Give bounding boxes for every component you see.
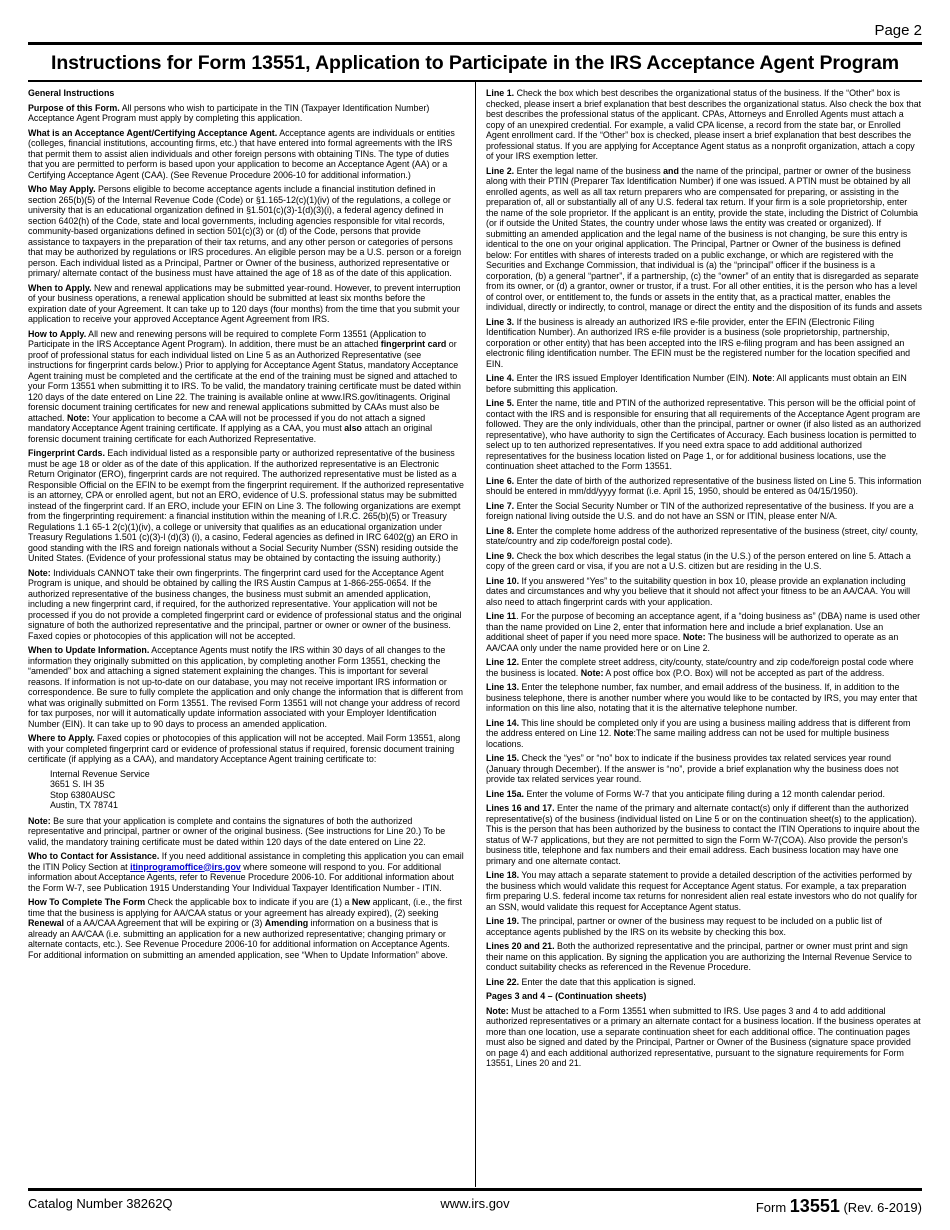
left-column bbox=[28, 88, 464, 964]
line-10-paragraph: Line 10. If you answered “Yes” to the suitability question in box 10, please provide an explanation including dates and circumstances and why you believe that it should not affect your fitness to be an AA/CAA. You will also need to attach fingerprint cards with your application. bbox=[486, 575, 911, 607]
top-rule bbox=[28, 42, 922, 45]
line-18-paragraph: Line 18. You may attach a separate statement to provide a detailed description of the activities performed by the business which would validate this request for Acceptance Agent status. For example, a tax preparation firm preparing U.S. federal income tax returns for nonresident alien real estate investors who do not qualify for an SSN, would validate this request for Acceptance Agent status. bbox=[486, 870, 918, 912]
line-11-paragraph: Line 11. For the purpose of becoming an acceptance agent, if a “doing business as” (DBA) name is used other than the name provided on Line 2, enter that information here and include a brief explanation. Use an additional sheet of paper if you need more space. Note: The business will be authorized to operate as an AA/CAA only under the name provided here or on Line 2. bbox=[486, 611, 921, 653]
line-13-paragraph: Line 13. Enter the telephone number, fax number, and email address of the business. If, in addition to the business telephone, there is another number where you would like to be contacted by IRS, you may enter that information on this line also, notating that it is the alternative telephone number. bbox=[486, 682, 918, 713]
general-instructions-heading: General Instructions bbox=[28, 88, 115, 98]
line-22-paragraph: Line 22. Enter the date that this application is signed. bbox=[486, 976, 696, 987]
bottom-rule bbox=[28, 1188, 922, 1191]
line-1-paragraph: Line 1. Check the box which best describes the organizational status of the business. If the “Other” box is checked, please insert a brief explanation that best describes the organizational status. Also check the box that best describes the professional status of the applicant. CPAs, Attorneys and Enrolled Agents must attach a copy of an unexpired credential. For example, a valid CPA license, a record from the state bar, or Enrolled Agent enrollment card. If the “Other” box is checked, please insert a brief explanation that best describes the professional status. If you are applying for Acceptance Agent status as a nonprofit organization, attach a copy of your IRS exemption letter. bbox=[486, 88, 922, 161]
line-2-paragraph: Line 2. Enter the legal name of the business and the name of the principal, partner or owner of the business along with their PTIN (Preparer Tax Identification Number) if one was issued. A PTIN must be obtained by all enrolled agents, as well as all tax return preparers who are compensated for preparing, or assisting in the preparation of, all or substantially all of any U.S. federal tax return. If your firm is a sole proprietorship, enter the name of the sole proprietor. If the applicant is an entity, provide the state, including the District of Columbia (or if outside the United States, the country under whose laws the entity was created or organized). If submitting an amended application and the legal name of the business is not changing, be sure this entry is identical to the one on your original application. The Principal, Partner or Owner of the business is defined below: For entitles with shares of interests traded on a public exchange, or which are registered with the Securities and Exchange Commission, that individual is (a) the “principal” officer if the business is a corporation, (b) a general “partner”, if a partnership, (c) the “owner” of an entity that is disregarded as separate from its owner, or (d) a grantor, owner or trustor, if a trust. For all other entities, it is the person who has a level of control over, or entitlement to, the funds or assets in the entity that, as a practical matter, enables the individual, directly or indirectly, to control, manage or direct the entity and the disposition of its funds and assets bbox=[486, 165, 922, 312]
website: www.irs.gov bbox=[440, 1196, 510, 1211]
line-7-paragraph: Line 7. Enter the Social Security Number or TIN of the authorized representative of the business. If you are a foreign national living outside the U.S. and do not have an SSN or ITIN, please enter N/A. bbox=[486, 500, 914, 521]
when-to-apply-paragraph: When to Apply. New and renewal applications may be submitted year-round. However, to prevent interruption of your business operations, a renewal application should be submitted at least six months before the expiration date of your Agreement. It can take up to 120 days (four months) from the time that you submit your application to receive your approved Acceptance Agent Agreement from IRS. bbox=[28, 282, 461, 324]
where-to-apply-paragraph: Where to Apply. Faxed copies or photocopies of this application will not be accepted. Mail Form 13551, along with your completed fingerprint card or evidence of professional status if required, forensic document training certificate (if applying as a CAA), and mandatory Acceptance Agent training certificate to: bbox=[28, 733, 461, 764]
line-9-paragraph: Line 9. Check the box which describes the legal status (in the U.S.) of the person entered on line 5. Attach a copy of the green card or visa, if you are not a U.S. citizen but are residing in the U.S. bbox=[486, 550, 911, 571]
address-line: Austin, TX 78741 bbox=[50, 800, 118, 810]
update-information-paragraph: When to Update Information. Acceptance Agents must notify the IRS within 30 days of all changes to the information they originally submitted on this application, by completing another Form 13551, checking the “amended” box and attaching a signed statement explaining the changes. This is important for several reasons. If information is not up-to-date on our database, you may not receive important IRS information or correspondence. Be sure to fully complete the application and only change the information that is different from what was originally submitted on Form 13551. The revised Form 13551 will not change your address of record for tax purposes, nor will it automatically update information associated with your Employer Identification Number (EIN). It can take up to 90 days to process an amended application. bbox=[28, 645, 463, 729]
column-divider bbox=[475, 82, 476, 1187]
how-to-apply-paragraph: How to Apply. All new and renewing persons will be required to complete Form 13551 (Application to Participate in the IRS Acceptance Agent Program). In addition, there must be an attached fingerprint card or proof of professional status for each individual listed on Line 5 as an Authorized Representative (see instructions for fingerprint cards below.) Prior to applying for Acceptance Agent Status, mandatory Acceptance Agent training must be completed and the certificate at the end of the training must be signed and attached to your Form 13551 when submitting it to IRS. To be valid, the mandatory training certificate must be dated within 120 days of the date entered on Line 22. The training is available online at www.IRS.gov/itinagents. Original forensic document training certificates for new and renewal applications submitted by CAAs must also be attached. Note: Your application to become a CAA will not be processed if you do not attach a signed mandatory Acceptance Agent training certificate. If applying as a CAA, you must also attach an original forensic document training certificate for each Authorized Representative. bbox=[28, 328, 461, 444]
fingerprint-cards-paragraph: Fingerprint Cards. Each individual listed as a responsible party or authorized representative of the business must be age 18 or older as of the date of this application. If the authorized representative is an Electronic Return Originator (ERO), fingerprint cards are not required. The authorized representative must be listed as a Responsible Official on the EFIN to be exempt from the fingerprint requirement. If the authorized representative is an attorney, CPA or enrolled agent, but not an ERO, evidence of U.S. professional status may be submitted instead of the fingerprint card. If an ERO, include your EFIN on Line 3. The following organizations are exempt from the fingerprinting requirement: a financial institution within the meaning of I.R.C. 265(b)(5) or Treasury Regulations 1.1 65-1 2(c)(1)(iv), a college or university that qualifies as an educational organization under Treasury Regulations 1.501 (c)(3)-l (d)(3) (i), a casino, Federal agencies as defined in IRC 6402(g) an ERO in good standing with the IRS and foreign nationals without a Social Security Number (SSN) residing outside the United States. (Evidence of your professional status may be obtained by contacting the issuing authority.) bbox=[28, 448, 464, 563]
line-15a-paragraph: Line 15a. Enter the volume of Forms W-7 that you anticipate filing during a 12 month calendar period. bbox=[486, 788, 885, 799]
lines-16-17-paragraph: Lines 16 and 17. Enter the name of the primary and alternate contact(s) only if different than the authorized representative(s) of the business (individual listed on Line 5 or on the continuation sheet(s) to the application). This is the person that has been authorized by the business to contact the ITIN Operations to inquire about the status of W-7 applications, but they are not permitted to sign the Form W-7(COA). Also provide the person’s business title, telephone and fax numbers and their email address. Each business location may have one primary and one alternate contact. bbox=[486, 803, 920, 866]
what-is-agent-paragraph: What is an Acceptance Agent/Certifying Acceptance Agent. Acceptance agents are individuals or entities (colleges, financial institutions, accounting firms, etc.) that have entered into formal agreements with the IRS that permit them to assist alien individuals and other foreign persons with obtaining TINs. The type of duties that you are permitted to perform is based upon your application to become an Acceptance Agent (AA) or a Certifying Acceptance Agent (CAA). (See Revenue Procedure 2006-10 for additional information.) bbox=[28, 127, 455, 180]
line-5-paragraph: Line 5. Enter the name, title and PTIN of the authorized representative. This person will be the official point of contact with the IRS and is responsible for ensuring that all requirements of the Acceptance Agent program are followed. They are the only individuals, other than the principal, partner or owner (if also listed as an authorized representative), who have authority to sign the Certificates of Accuracy. Each business location is permitted to select up to ten authorized representatives. If you need extra space to add additional authorized representatives for the business location listed on Page 1, or for additional business locations, use the continuation sheet attached to the Form 13551. bbox=[486, 398, 921, 471]
line-19-paragraph: Line 19. The principal, partner or owner of the business may request to be included on a public list of acceptance agents published by the IRS on its website by checking this box. bbox=[486, 916, 882, 937]
purpose-paragraph: Purpose of this Form. All persons who wish to participate in the TIN (Taxpayer Identification Number) Acceptance Agent Program must apply by completing this application. bbox=[28, 102, 430, 123]
line-4-paragraph: Line 4. Enter the IRS issued Employer Identification Number (EIN). Note: All applicants must obtain an EIN before submitting this application. bbox=[486, 373, 907, 394]
signature-note-paragraph: Note: Be sure that your application is complete and contains the signatures of both the authorized representative and principal, partner or owner of the original business. (See instructions for Line 20.) To be valid, the mandatory training certificate must be dated within 120 days of the date entered on Line 22. bbox=[28, 815, 446, 847]
itin-email-link[interactable]: itinprogramoffice@irs.gov bbox=[130, 861, 241, 872]
line-15-paragraph: Line 15. Check the “yes” or “no” box to indicate if the business provides tax related services year round (January through December). If the answer is “no”, provide a brief explanation why the business does not provide tax related services year round. bbox=[486, 753, 899, 784]
line-8-paragraph: Line 8. Enter the complete home address of the authorized representative of the business (street, city/ county, state/country and zip code/foreign postal code). bbox=[486, 525, 918, 546]
line-3-paragraph: Line 3. If the business is already an authorized IRS e-file provider, enter the EFIN (Electronic Filing Identification Number). An authorized IRS e-file provider is a business (sole proprietorship, partnership, corporation or other entity) that has been accepted into the IRS e-filing program and has been assigned an electronic filing identification number. The EFIN must be the registered number for the location specified and EIN. bbox=[486, 316, 911, 369]
page-title: Instructions for Form 13551, Application to Participate in the IRS Acceptance Agent Program bbox=[51, 52, 899, 74]
fingerprint-note-paragraph: Note: Individuals CANNOT take their own fingerprints. The fingerprint card used for the Acceptance Agent Program is unique, and should be obtained by calling the IRS Austin Campus at 1-866-255-0654. If the authorized representative of the business changes, the business must submit an amended application, including a new fingerprint card, if required, for the authorized representative. Your application will not be processed if you do not provide a completed fingerprint card or evidence of professional status and the original signature of both the authorized representative and the principal, partner or owner or owner of the business. Faxed copies or photocopies of this application will not be accepted. bbox=[28, 567, 462, 641]
who-may-apply-paragraph: Who May Apply. Persons eligible to become acceptance agents include a financial institution defined in section 265(b)(5) of the Internal Revenue Code (Code) or §1.165-12(c)(1)(iv) of the regulations, a college or university that is an educational organization defined in §1.501(c)(3)-1(d)(3)(i), a federal agency defined in section 6402(h) of the Code, state and local governments, including agencies responsible for vital records, community-based organizations defined in section 501(c)(3) or (d) of the Code, persons that provide assistance to taxpayers in the preparation of their tax returns, and any other person or categories of persons that may be authorized by regulations or IRS procedures. An eligible person may be a U.S. person or a foreign person. Each individual listed as a Principal, Partner or Owner of the business, authorized representative or primary/ alternate contact of the business must have attained the age of 18 as of the date of this application. bbox=[28, 184, 462, 278]
address-line: Stop 6380AUSC bbox=[50, 789, 116, 800]
contact-assistance-paragraph: Who to Contact for Assistance. If you need additional assistance in completing this application you can email the ITIN Policy Section at itinprogramoffice@irs.gov where someone will respond to you. For additional information about Acceptance Agents, refer to Revenue Procedure 2006-10. For additional information about the Form W-7, see Publication 1915 Understanding Your Individual Taxpayer Identification Number - ITIN. bbox=[28, 851, 464, 893]
line-6-paragraph: Line 6. Enter the date of birth of the authorized representative of the business listed on Line 5. This information should be entered in mm/dd/yyyy format (i.e. April 15, 1950, should be entered as 04/15/1950). bbox=[486, 475, 922, 496]
address-line: Internal Revenue Service bbox=[50, 768, 150, 779]
continuation-sheets-heading: Pages 3 and 4 – (Continuation sheets) bbox=[486, 991, 647, 1001]
right-column bbox=[486, 88, 922, 1073]
continuation-note-paragraph: Note: Must be attached to a Form 13551 when submitted to IRS. Use pages 3 and 4 to add additional authorized representatives or a primary an alternate contact for a business location. If the business operates at more than one location, use a separate continuation sheet for each additional office. The continuation pages must also be signed and dated by the Principal, Partner or Owner of the Business (signature space provided on page 4) and each additional authorized representative, pursuant to the signature requirements for Form 13551, Lines 20 and 21. bbox=[486, 1005, 921, 1068]
mailing-address bbox=[50, 769, 464, 811]
line-14-paragraph: Line 14. This line should be completed only if you are using a business mailing address that is different from the address entered on Line 12. Note:The same mailing address can not be used for multiple business locations. bbox=[486, 717, 911, 749]
form-revision: Form 13551 (Rev. 6-2019) bbox=[755, 1196, 922, 1216]
address-line: 3651 S. IH 35 bbox=[50, 779, 105, 789]
page-number: Page 2 bbox=[874, 22, 922, 39]
catalog-number: Catalog Number 38262Q bbox=[28, 1196, 173, 1211]
lines-20-21-paragraph: Lines 20 and 21. Both the authorized representative and the principal, partner or owner must print and sign their name on this application. By signing the application you are authorizing the Internal Revenue Service to conduct suitability checks as referenced in the Revenue Procedure. bbox=[486, 941, 912, 972]
how-to-complete-paragraph: How To Complete The Form Check the applicable box to indicate if you are (1) a New applicant, (i.e., the first time that the business is applying for AA/CAA status or your agreement has already expired), (2) seeking Renewal of a AA/CAA Agreement that will be expiring or (3) Amending information on a business that is already an AA/CAA (i.e. submitting an application for a new authorized representative; changing primary or alternate contacts, etc.). See Revenue Procedure 2006-10 for additional information on Acceptance Agents. For additional information on submitting an amended application, see “When to Update Information” above. bbox=[28, 897, 462, 960]
line-12-paragraph: Line 12. Enter the complete street address, city/county, state/country and zip code/foreign postal code where the business is located. Note: A post office box (P.O. Box) will not be accepted as part of the address. bbox=[486, 657, 914, 678]
